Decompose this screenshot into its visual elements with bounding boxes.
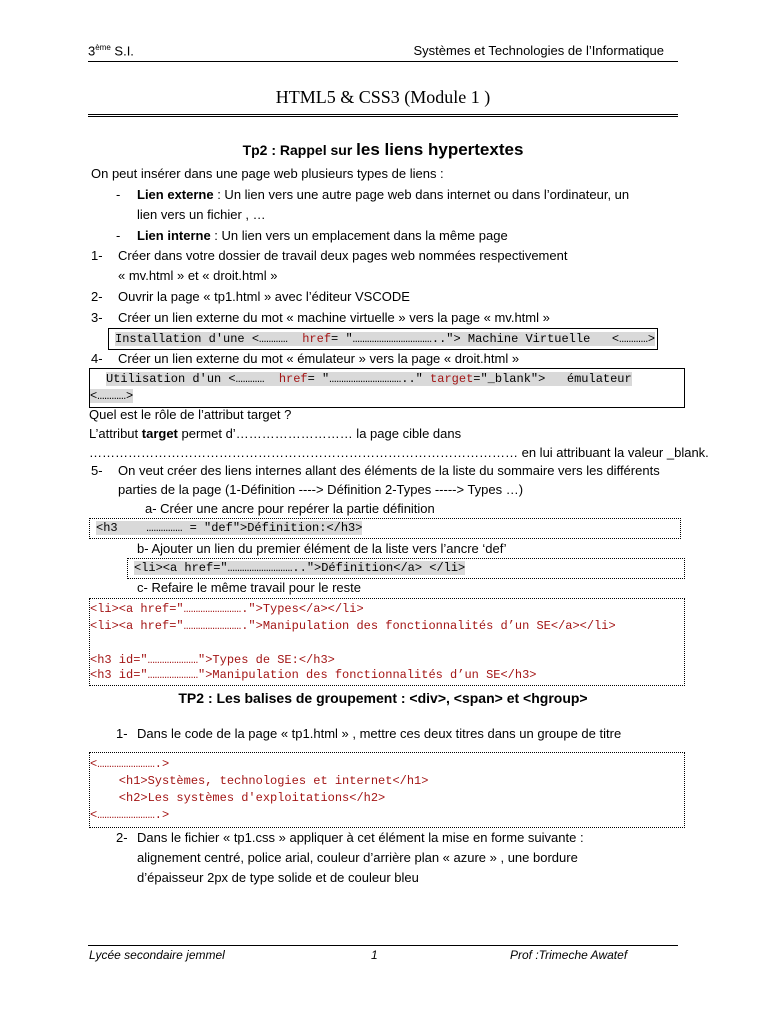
code-box-emulateur xyxy=(89,368,685,408)
footer-teacher: Prof :Trimeche Awatef xyxy=(510,948,628,962)
group-step-2-text-cont: d’épaisseur 2px de type solide et de couleur bleu xyxy=(137,870,419,885)
code-text: ="_blank"> émulateur xyxy=(473,372,632,386)
question-target: Quel est le rôle de l’attribut target ? xyxy=(89,407,292,422)
code-box-machine-virtuelle xyxy=(108,328,658,350)
code-box-hgroup xyxy=(89,752,685,828)
step-3-text: Créer un lien externe du mot « machine virtuelle » vers la page « mv.html » xyxy=(118,310,550,325)
footer-school: Lycée secondaire jemmel xyxy=(89,948,225,962)
code-line: <li><a href="…………………….">Types</a></li> xyxy=(90,602,364,616)
code-text: <…………> xyxy=(90,389,134,403)
code-line: <h3 id="…………………">Manipulation des fonctionnalités d’un SE</h3> xyxy=(90,668,537,682)
code-box-link-def xyxy=(127,558,685,579)
code-line: <h3 id="…………………">Types de SE:</h3> xyxy=(90,653,335,667)
document-title: HTML5 & CSS3 (Module 1 ) xyxy=(275,87,491,107)
step-4-text: Créer un lien externe du mot « émulateur » vers la page « droit.html » xyxy=(118,351,520,366)
code-text: <h3 …………… = "def">Définition:</h3> xyxy=(96,521,363,535)
substep-a: a- Créer une ancre pour repérer la partie définition xyxy=(145,501,435,516)
subject-name: Systèmes et Technologies de l’Informatique xyxy=(413,43,664,58)
code-line: <…………………….> xyxy=(90,808,170,822)
step-1-text: Créer dans votre dossier de travail deux pages web nommées respectivement xyxy=(118,248,568,263)
code-text: Installation d'une <………… xyxy=(115,332,303,346)
section-heading-links: Tp2 : Rappel sur les liens hypertextes xyxy=(242,140,524,159)
step-1-text-cont: « mv.html » et « droit.html » xyxy=(118,268,278,283)
footer-divider xyxy=(88,945,678,946)
step-number: 2- xyxy=(116,830,128,845)
step-number: 4- xyxy=(91,351,103,366)
code-attr: href xyxy=(302,332,332,346)
footer-page-number: 1 xyxy=(371,948,378,962)
header-divider xyxy=(88,61,678,62)
group-step-2-text-cont: alignement centré, police arial, couleur d’arrière plan « azure » , une bordure xyxy=(137,850,578,865)
group-step-1-text: Dans le code de la page « tp1.html » , mettre ces deux titres dans un groupe de titre xyxy=(137,726,622,741)
bullet-dash: - xyxy=(116,228,121,243)
code-line: <li><a href="…………………….">Manipulation des fonctionnalités d’un SE</a></li> xyxy=(90,619,616,633)
answer-line-2: ……………………………………………………………………………………… en lui attribuant la valeur _blank. xyxy=(89,445,709,460)
section-heading-grouping: TP2 : Les balises de groupement : <div>, <span> et <hgroup> xyxy=(178,690,588,706)
step-2-text: Ouvrir la page « tp1.html » avec l’éditeur VSCODE xyxy=(118,289,410,304)
bullet-external: Lien externe : Un lien vers une autre page web dans internet ou dans l’ordinateur, un xyxy=(137,187,630,202)
group-step-2-text: Dans le fichier « tp1.css » appliquer à cet élément la mise en forme suivante : xyxy=(137,830,584,845)
code-text: = "…………………………….."> Machine Virtuelle <…………> xyxy=(331,332,656,346)
code-text: Utilisation d'un <………… xyxy=(106,372,279,386)
step-number: 5- xyxy=(91,463,103,478)
step-5-text: On veut créer des liens internes allant des éléments de la liste du sommaire vers les différents xyxy=(118,463,660,478)
code-box-internal-links xyxy=(89,598,685,686)
bullet-internal: Lien interne : Un lien vers un emplacement dans la même page xyxy=(137,228,508,243)
code-attr: href xyxy=(278,372,308,386)
step-number: 1- xyxy=(116,726,128,741)
step-5-text-cont: parties de la page (1-Définition ----> Définition 2-Types -----> Types …) xyxy=(118,482,524,497)
code-attr: target xyxy=(422,372,474,386)
substep-b: b- Ajouter un lien du premier élément de la liste vers l’ancre ‘def’ xyxy=(137,541,507,556)
bullet-external-cont: lien vers un fichier , … xyxy=(137,207,266,222)
title-divider xyxy=(88,114,678,117)
substep-c: c- Refaire le même travail pour le reste xyxy=(137,580,361,595)
code-box-anchor xyxy=(89,518,681,539)
answer-line-1: L’attribut target permet d’……………………… la page cible dans xyxy=(89,426,462,441)
step-number: 1- xyxy=(91,248,103,263)
intro-text: On peut insérer dans une page web plusieurs types de liens : xyxy=(91,166,444,181)
class-level: 3ème S.I. xyxy=(88,43,134,59)
code-line: <h2>Les systèmes d'exploitations</h2> xyxy=(90,791,386,805)
step-number: 3- xyxy=(91,310,103,325)
code-text: = "………………………….." xyxy=(307,372,423,386)
code-text: <li><a href="………………………..">Définition</a> </li> xyxy=(134,561,466,575)
code-line: <h1>Systèmes, technologies et internet</h1> xyxy=(90,774,429,788)
step-number: 2- xyxy=(91,289,103,304)
bullet-dash: - xyxy=(116,187,121,202)
code-line: <…………………….> xyxy=(90,757,170,771)
